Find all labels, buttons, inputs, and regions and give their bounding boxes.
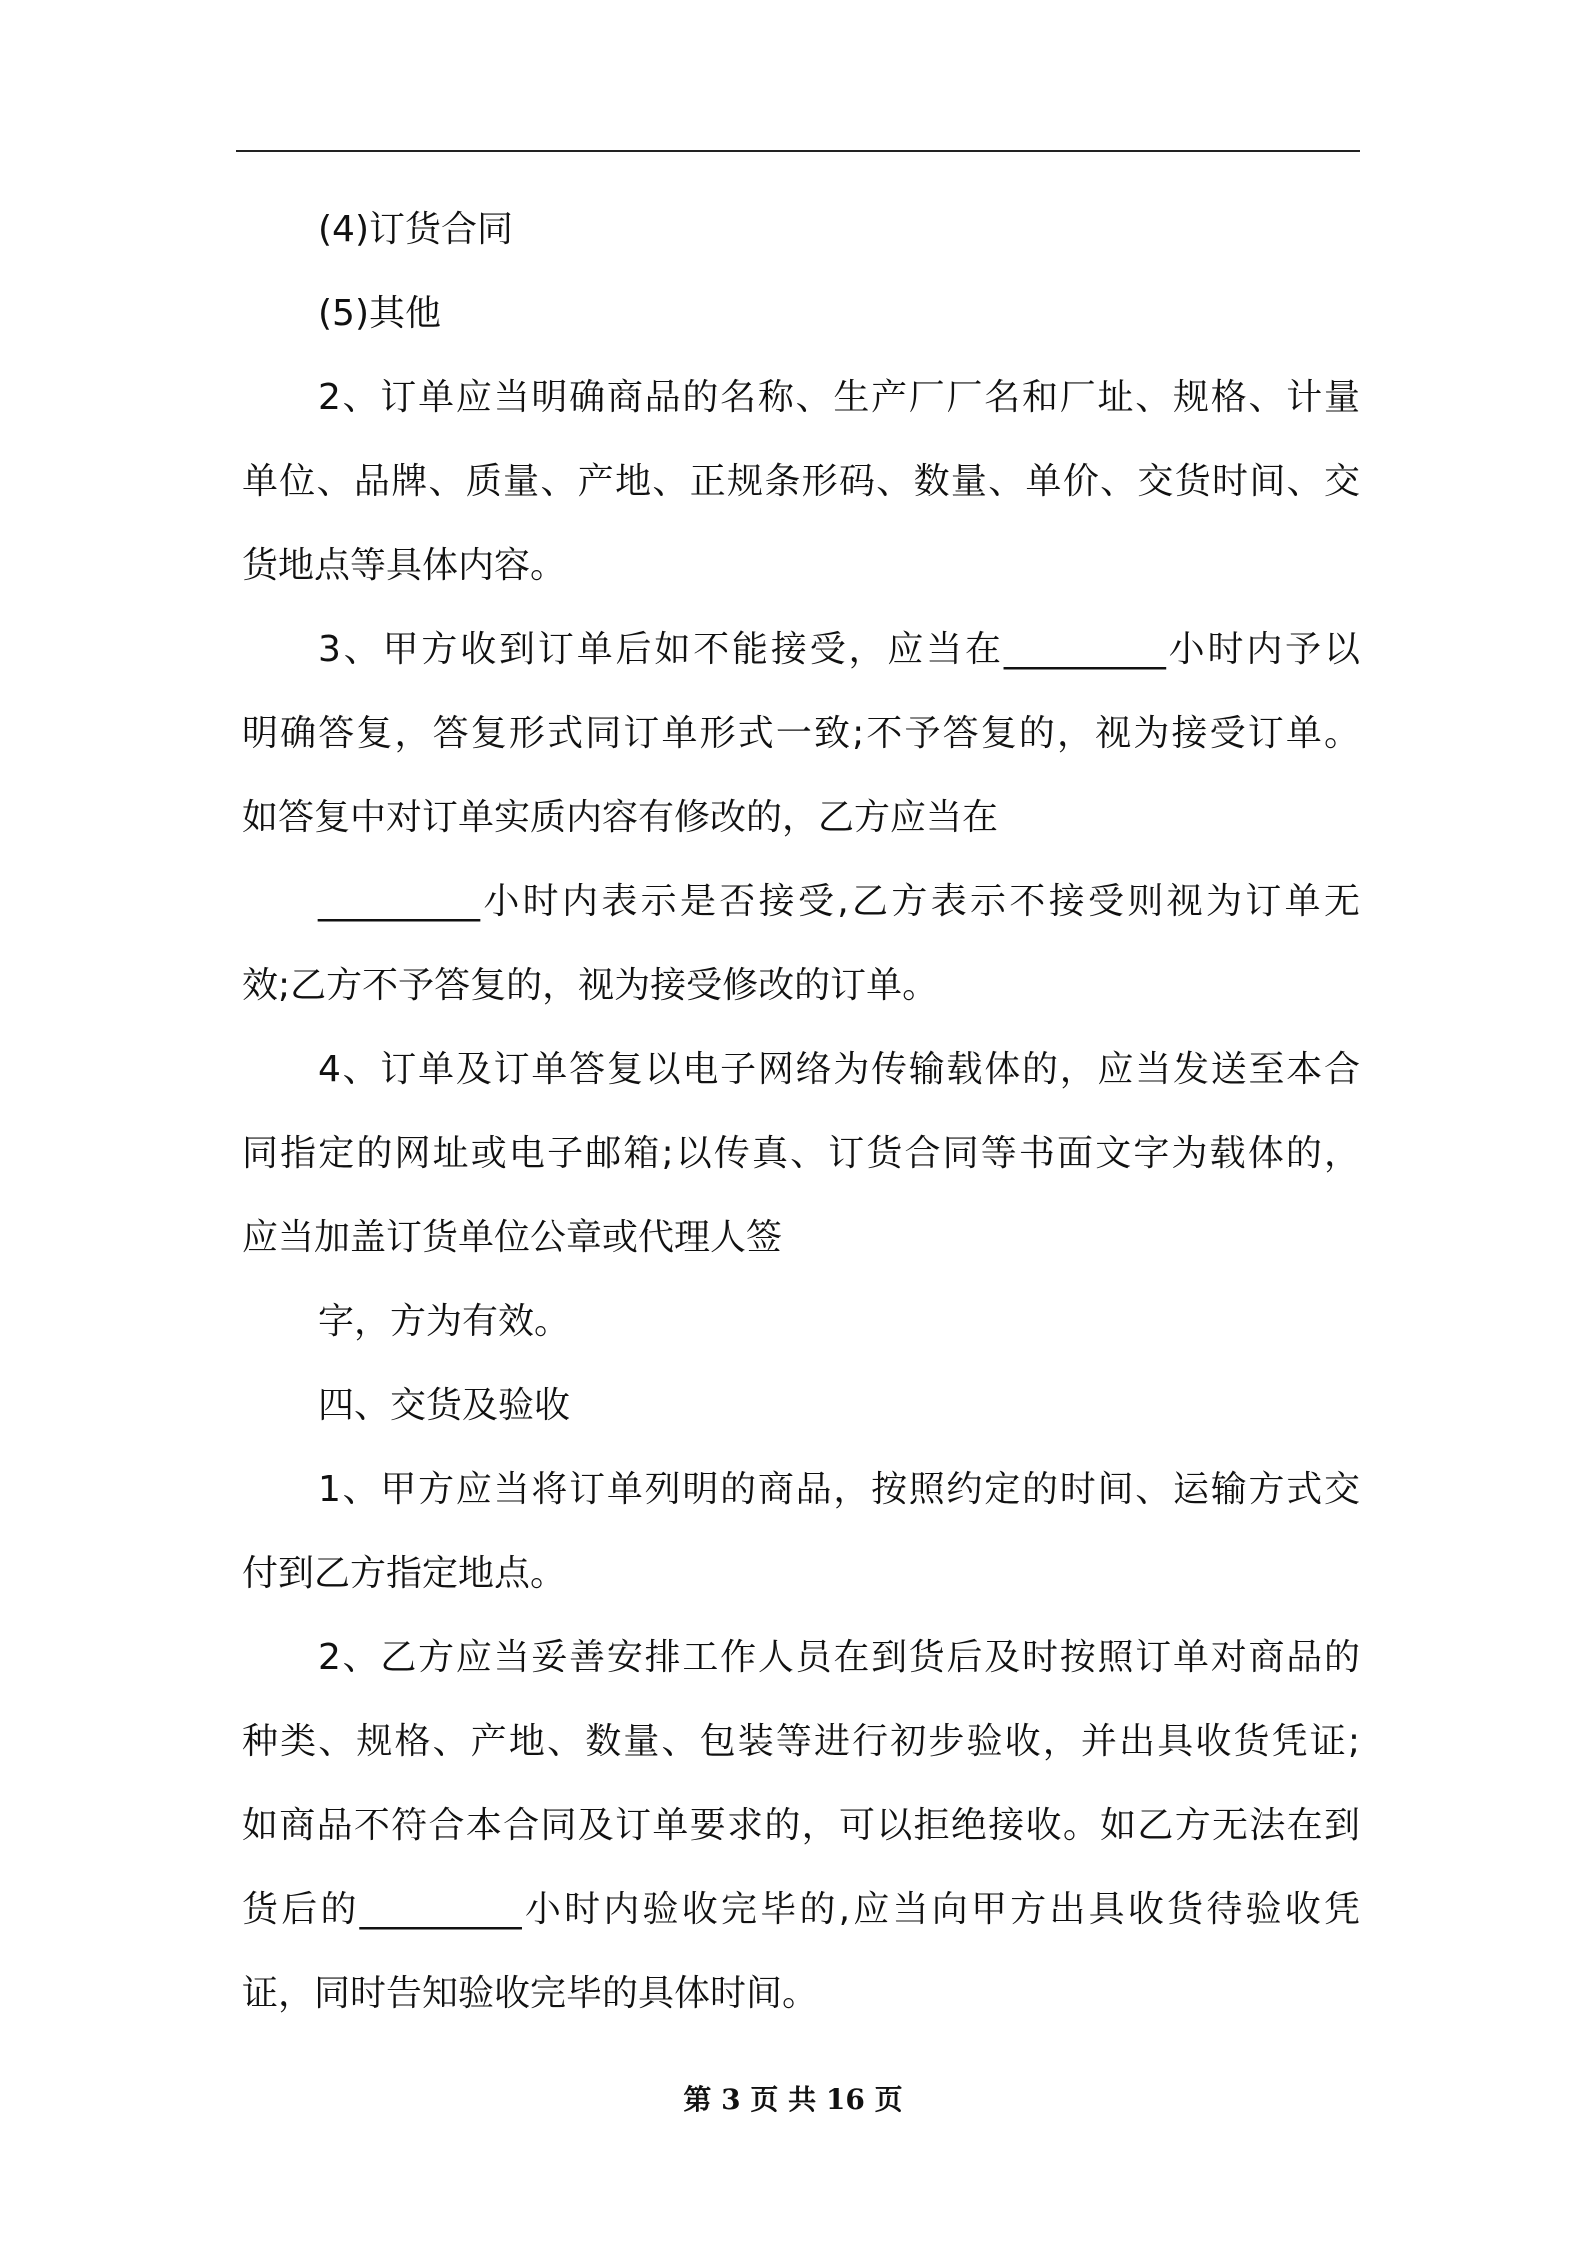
list-item: (5)其他: [318, 293, 441, 334]
paragraph-line: 单位、品牌、质量、产地、正规条形码、数量、单价、交货时间、交: [242, 461, 1360, 502]
paragraph-line: 应当加盖订货单位公章或代理人签: [242, 1217, 783, 1258]
paragraph-line: 2、订单应当明确商品的名称、生产厂厂名和厂址、规格、计量: [318, 377, 1360, 418]
paragraph-line: 明确答复，答复形式同订单形式一致;不予答复的，视为接受订单。: [242, 713, 1360, 754]
paragraph-line: 效;乙方不予答复的，视为接受修改的订单。: [242, 965, 939, 1006]
paragraph-line: 种类、规格、产地、数量、包装等进行初步验收，并出具收货凭证;: [242, 1721, 1360, 1762]
paragraph-line: 同指定的网址或电子邮箱;以传真、订货合同等书面文字为载体的，: [242, 1133, 1360, 1174]
page-number: 第 3 页 共 16 页: [683, 2083, 903, 2116]
header-rule: [236, 150, 1360, 152]
paragraph-line: 如答复中对订单实质内容有修改的，乙方应当在: [242, 797, 999, 838]
document-body: [242, 188, 1360, 2036]
paragraph-line: 货后的_________小时内验收完毕的,应当向甲方出具收货待验收凭: [242, 1889, 1360, 1930]
paragraph-line: 字，方为有效。: [318, 1301, 571, 1342]
paragraph-line: _________小时内表示是否接受,乙方表示不接受则视为订单无: [318, 881, 1360, 922]
paragraph-line: 货地点等具体内容。: [242, 545, 567, 586]
paragraph-line: 1、甲方应当将订单列明的商品，按照约定的时间、运输方式交: [318, 1469, 1360, 1510]
paragraph-line: 2、乙方应当妥善安排工作人员在到货后及时按照订单对商品的: [318, 1637, 1360, 1678]
paragraph-line: 3、甲方收到订单后如不能接受，应当在_________小时内予以: [318, 629, 1360, 670]
paragraph-line: 证，同时告知验收完毕的具体时间。: [242, 1973, 819, 2014]
list-item: (4)订货合同: [318, 209, 513, 250]
paragraph-line: 如商品不符合本合同及订单要求的，可以拒绝接收。如乙方无法在到: [242, 1805, 1360, 1846]
paragraph-line: 付到乙方指定地点。: [242, 1553, 567, 1594]
paragraph-line: 4、订单及订单答复以电子网络为传输载体的，应当发送至本合: [318, 1049, 1360, 1090]
section-heading: 四、交货及验收: [318, 1385, 571, 1426]
